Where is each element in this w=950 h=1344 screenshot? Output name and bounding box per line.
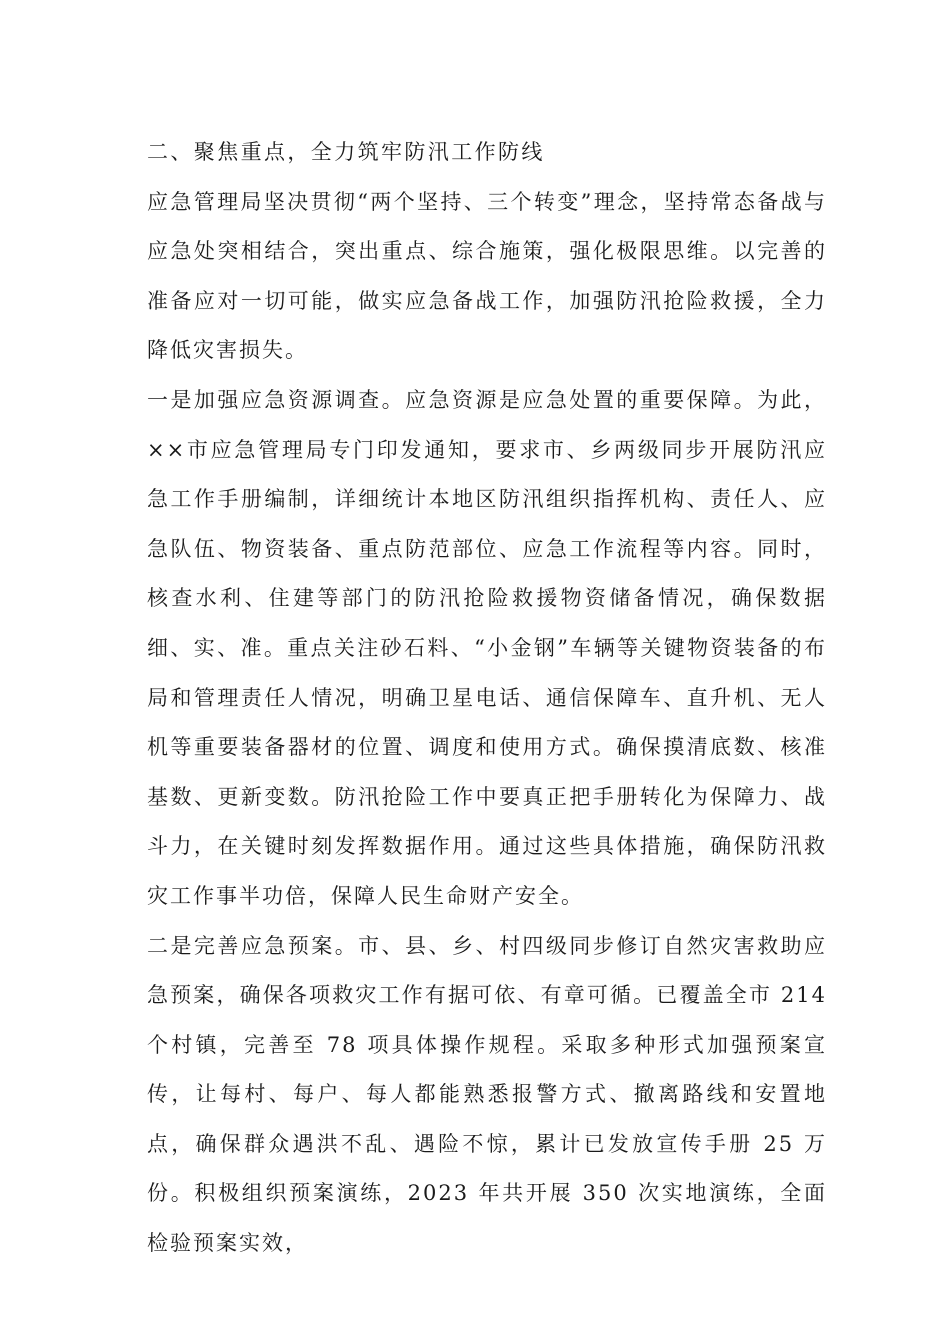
paragraph-intro: 应急管理局坚决贯彻“两个坚持、三个转变”理念，坚持常态备战与应急处突相结合，突出重点、综合施策，强化极限思维。以完善的准备应对一切可能，做实应急备战工作，加强防汛抢险救援，全力降低灾害损失。 bbox=[147, 189, 827, 363]
paragraph-resource-survey: 一是加强应急资源调查。应急资源是应急处置的重要保障。为此，××市应急管理局专门印发通知，要求市、乡两级同步开展防汛应急工作手册编制，详细统计本地区防汛组织指挥机构、责任人、应急队伍、物资装备、重点防范部位、应急工作流程等内容。同时，核查水利、住建等部门的防汛抢险救援物资储备情况，确保数据细、实、准。重点关注砂石料、“小金钢”车辆等关键物资装备的布局和管理责任人情况，明确卫星电话、通信保障车、直升机、无人机等重要装备器材的位置、调度和使用方式。确保摸清底数、核准基数、更新变数。防汛抢险工作中要真正把手册转化为保障力、战斗力，在关键时刻发挥数据作用。通过这些具体措施，确保防汛救灾工作事半功倍，保障人民生命财产安全。 bbox=[147, 387, 827, 908]
document-body bbox=[147, 128, 827, 1269]
paragraph-emergency-plan: 二是完善应急预案。市、县、乡、村四级同步修订自然灾害救助应急预案，确保各项救灾工作有据可依、有章可循。已覆盖全市 214 个村镇，完善至 78 项具体操作规程。采取多种形式加强预案宣传，让每村、每户、每人都能熟悉报警方式、撤离路线和安置地点，确保群众遇洪不乱、遇险不惊，累计已发放宣传手册 25 万份。积极组织预案演练，2023 年共开展 350 次实地演练，全面检验预案实效， bbox=[147, 933, 827, 1256]
section-heading: 二、聚焦重点，全力筑牢防汛工作防线 bbox=[147, 140, 545, 164]
